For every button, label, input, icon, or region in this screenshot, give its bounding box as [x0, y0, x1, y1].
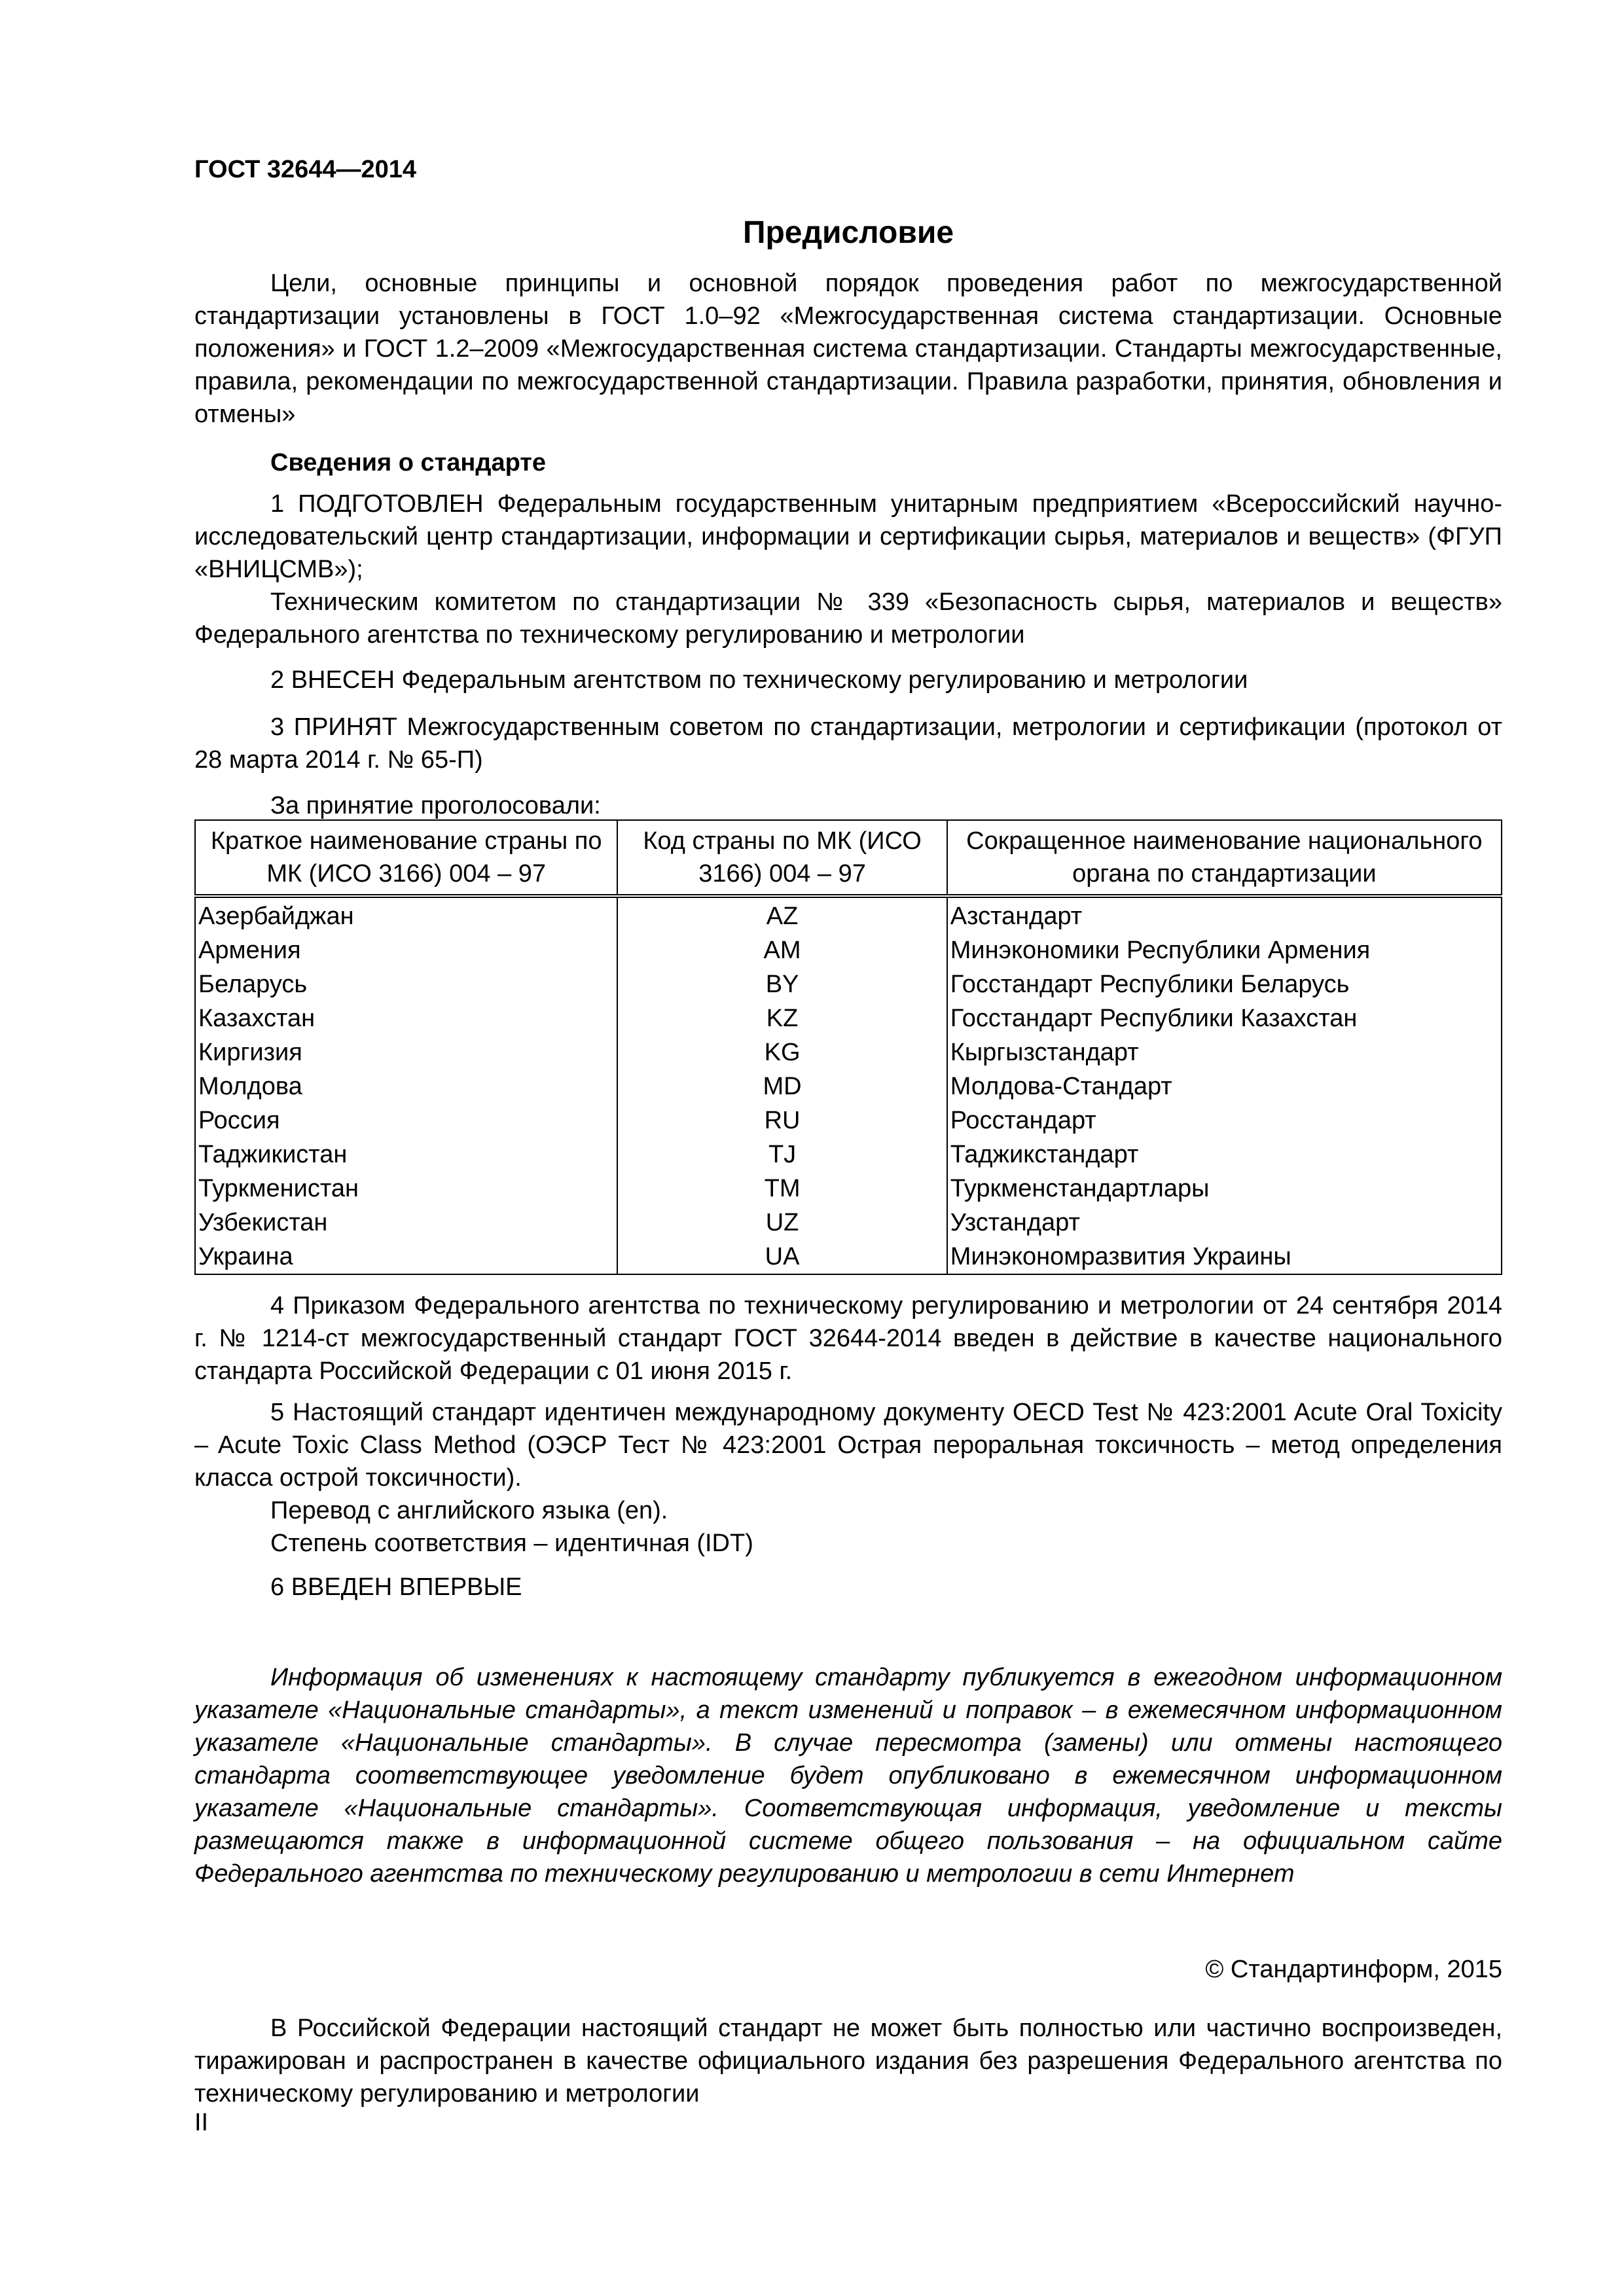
cell-country: Таджикистан [195, 1138, 617, 1172]
cell-standards-body: Госстандарт Республики Беларусь [947, 967, 1502, 1001]
item-5-translation: Перевод с английского языка (en). [270, 1497, 668, 1524]
cell-country-code: TM [617, 1172, 947, 1206]
cell-standards-body: Минэкономразвития Украины [947, 1240, 1502, 1274]
item-5-conformity: Степень соответствия – идентичная (IDT) [270, 1530, 753, 1557]
cell-country-code: MD [617, 1069, 947, 1103]
cell-country-code: BY [617, 967, 947, 1001]
section-heading: Сведения о стандарте [270, 449, 547, 476]
cell-country: Армения [195, 933, 617, 967]
page-title: Предисловие [742, 215, 954, 250]
page-number: II [194, 2109, 209, 2136]
table-row [195, 1069, 1502, 1103]
cell-standards-body: Минэкономики Республики Армения [947, 933, 1502, 967]
header-country-name: Краткое наименование страны по МК (ИСО 3166) 004 – 97 [195, 820, 617, 896]
table-row [195, 1001, 1502, 1035]
table-row [195, 1206, 1502, 1240]
cell-standards-body: Азстандарт [947, 896, 1502, 933]
cell-country: Азербайджан [195, 896, 617, 933]
item-1-block [194, 488, 1502, 651]
item-5-text: 5 Настоящий стандарт идентичен международному документу OECD Test № 423:2001 Acute Oral Toxicity – Acute Toxic Class Method (ОЭСР Тест № 423:2001 Острая пероральная токсичность – метод определения класса острой токсичности). [194, 1399, 1502, 1492]
cell-country: Казахстан [195, 1001, 617, 1035]
cell-country: Киргизия [195, 1035, 617, 1069]
cell-country: Узбекистан [195, 1206, 617, 1240]
copyright-notice: © Стандартинформ, 2015 [1205, 1956, 1502, 1983]
cell-country-code: KZ [617, 1001, 947, 1035]
table-row [195, 1103, 1502, 1138]
intro-paragraph: Цели, основные принципы и основной порядок проведения работ по межгосударственной стандартизации установлены в ГОСТ 1.0–92 «Межгосударственная система стандартизации. Основные положения» и ГОСТ 1.2–2009 «Межгосударственная система стандартизации. Стандарты межгосударственные, правила, рекомендации по межгосударственной стандартизации. Правила разработки, принятия, обновления и отмены» [194, 270, 1502, 428]
cell-standards-body: Узстандарт [947, 1206, 1502, 1240]
cell-standards-body: Молдова-Стандарт [947, 1069, 1502, 1103]
table-row [195, 1240, 1502, 1274]
cell-country-code: UZ [617, 1206, 947, 1240]
cell-country-code: AZ [617, 896, 947, 933]
vote-label: За принятие проголосовали: [270, 792, 601, 819]
table-row [195, 896, 1502, 933]
cell-standards-body: Туркменстандартлары [947, 1172, 1502, 1206]
cell-country: Украина [195, 1240, 617, 1274]
cell-country-code: AM [617, 933, 947, 967]
item-5-block [194, 1396, 1502, 1560]
changes-info-notice: Информация об изменениях к настоящему стандарту публикуется в ежегодном информационном указателе «Национальные стандарты», а текст изменений и поправок – в ежемесячном информационном указателе «Национальные стандарты». В случае пересмотра (замены) или отмены настоящего стандарта соответствующее уведомление будет опубликовано в ежемесячном информационном указателе «Национальные стандарты». Соответствующая информация, уведомление и тексты размещаются также в информационной системе общего пользования – на официальном сайте Федерального агентства по техническому регулированию и метрологии в сети Интернет [194, 1664, 1502, 1888]
item-3-text: 3 ПРИНЯТ Межгосударственным советом по стандартизации, метрологии и сертификации (протокол от 28 марта 2014 г. № 65-П) [194, 713, 1502, 774]
document-code: ГОСТ 32644—2014 [194, 156, 417, 183]
cell-country: Молдова [195, 1069, 617, 1103]
cell-country: Туркменистан [195, 1172, 617, 1206]
table-row [195, 1172, 1502, 1206]
rights-notice: В Российской Федерации настоящий стандарт не может быть полностью или частично воспроизведен, тиражирован и распространен в качестве официального издания без разрешения Федерального агентства по техническому регулированию и метрологии [194, 2015, 1502, 2108]
table-row [195, 967, 1502, 1001]
table-row [195, 1138, 1502, 1172]
table-body [195, 896, 1502, 1274]
table-row [195, 933, 1502, 967]
cell-standards-body: Кыргызстандарт [947, 1035, 1502, 1069]
cell-standards-body: Росстандарт [947, 1103, 1502, 1138]
cell-standards-body: Госстандарт Республики Казахстан [947, 1001, 1502, 1035]
cell-standards-body: Таджикстандарт [947, 1138, 1502, 1172]
cell-country-code: TJ [617, 1138, 947, 1172]
cell-country-code: UA [617, 1240, 947, 1274]
table-header-row [195, 820, 1502, 896]
item-2-text: 2 ВНЕСЕН Федеральным агентством по техническому регулированию и метрологии [270, 666, 1248, 694]
cell-country: Россия [195, 1103, 617, 1138]
item-6-text: 6 ВВЕДЕН ВПЕРВЫЕ [270, 1573, 522, 1601]
item-4-text: 4 Приказом Федерального агентства по техническому регулированию и метрологии от 24 сентября 2014 г. № 1214-ст межгосударственный стандарт ГОСТ 32644-2014 введен в действие в качестве национального стандарта Российской Федерации с 01 июня 2015 г. [194, 1292, 1502, 1385]
cell-country-code: RU [617, 1103, 947, 1138]
cell-country-code: KG [617, 1035, 947, 1069]
item-1-continuation: Техническим комитетом по стандартизации № 339 «Безопасность сырья, материалов и веществ» Федерального агентства по техническому регулированию и метрологии [194, 588, 1502, 649]
voting-countries-table [194, 819, 1502, 1275]
header-standards-body: Сокращенное наименование национального органа по стандартизации [947, 820, 1502, 896]
item-1-text: 1 ПОДГОТОВЛЕН Федеральным государственным унитарным предприятием «Всероссийский научно-исследовательский центр стандартизации, информации и сертификации сырья, материалов и веществ» (ФГУП «ВНИЦСМВ»); [194, 490, 1502, 583]
cell-country: Беларусь [195, 967, 617, 1001]
header-country-code: Код страны по МК (ИСО 3166) 004 – 97 [617, 820, 947, 896]
table-row [195, 1035, 1502, 1069]
